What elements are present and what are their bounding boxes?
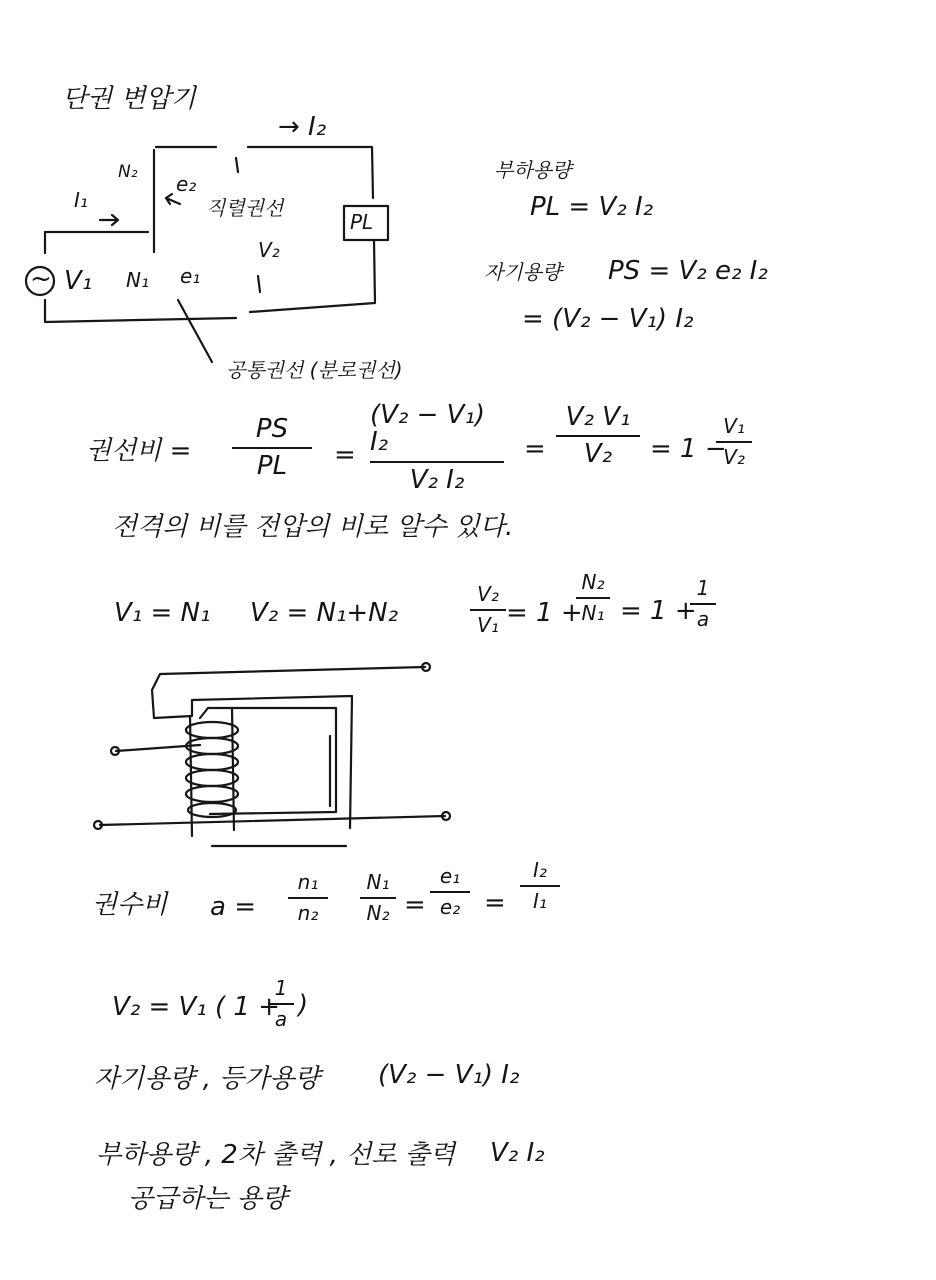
- turns-frac-1: [288, 872, 328, 924]
- ratio-frac-4-den: V₂: [723, 445, 745, 469]
- voltage-mid2: = 1 +: [620, 596, 697, 626]
- voltage-frac-c-num: 1: [696, 576, 710, 600]
- ratio-frac-1: [232, 416, 312, 481]
- voltage-frac-c-den: a: [696, 607, 710, 631]
- turns-frac-4-den: I₁: [533, 889, 547, 913]
- turns-frac-2: [360, 872, 396, 924]
- load-capacity-label: 부하용량: [494, 158, 572, 182]
- v2-formula-lhs: V₂ = V₁ ( 1 +: [112, 992, 280, 1022]
- voltage-mid: = 1 +: [506, 598, 583, 628]
- turns-frac-3-den: e₂: [439, 895, 461, 919]
- n2-label: N₂: [118, 162, 138, 182]
- e1-label: e₁: [180, 264, 201, 288]
- core-top-arm: [152, 667, 425, 828]
- load-capacity-eq: PL = V₂ I₂: [530, 192, 654, 222]
- voltage-frac-a-den: V₁: [477, 613, 499, 637]
- ratio-label: 권선비 =: [86, 436, 192, 466]
- ratio-frac-3: [556, 404, 640, 469]
- e2-label: e₂: [176, 172, 197, 196]
- ratio-frac-1-den: PL: [256, 451, 288, 482]
- circuit-top-wire-right: [248, 147, 373, 198]
- v1-label: V₁: [64, 266, 93, 296]
- self-capacity-label: 자기용량: [484, 260, 562, 284]
- v2-formula-frac: [268, 978, 294, 1030]
- load-label: PL: [350, 210, 374, 234]
- turns-frac-2-num: N₁: [366, 870, 390, 894]
- v2-formula-frac-num: 1: [274, 976, 288, 1000]
- turns-frac-4: [520, 860, 560, 912]
- core-inner: [200, 708, 336, 814]
- ac-source-symbol: ~: [30, 264, 52, 294]
- circuit-arrow-i1: [100, 215, 118, 225]
- turns-frac-4-num: I₂: [533, 858, 547, 882]
- voltage-frac-b: [576, 572, 610, 624]
- turns-eq: =: [404, 890, 426, 920]
- terminal-lead-bottom: [100, 816, 445, 825]
- current-out-label: → I₂: [278, 112, 327, 142]
- v1-equation: V₁ = N₁: [114, 598, 211, 628]
- turns-frac-1-den: n₂: [297, 901, 319, 925]
- v2-label: V₂: [258, 238, 280, 262]
- note-ratio: 전격의 비를 전압의 비로 알수 있다.: [112, 512, 514, 542]
- voltage-frac-b-den: N₁: [581, 601, 605, 625]
- ratio-frac-3-den: V₂: [583, 439, 613, 470]
- ratio-frac-2: [370, 402, 504, 494]
- ratio-eq-2: =: [524, 434, 546, 464]
- ratio-frac-3-num: V₂ V₁: [565, 402, 631, 432]
- v2-formula-rhs: ): [298, 990, 309, 1020]
- circuit-pointer-common: [178, 300, 212, 362]
- summary-self-line: 자기용량 , 등가용량: [94, 1064, 320, 1094]
- voltage-frac-a-num: V₂: [477, 582, 499, 606]
- voltage-frac-c: [690, 578, 716, 630]
- ratio-frac-2-den: V₂ I₂: [409, 464, 465, 495]
- turns-frac-3: [430, 866, 470, 918]
- summary-load-expr: V₂ I₂: [490, 1138, 545, 1168]
- terminal-lead-mid: [116, 745, 200, 751]
- ratio-eq-1: =: [334, 440, 356, 470]
- ratio-frac-2-num: (V₂ − V₁) I₂: [370, 400, 486, 458]
- voltage-frac-a: [470, 584, 506, 636]
- circuit-bottom-wire: [45, 300, 236, 322]
- ratio-result-prefix: = 1 −: [650, 434, 727, 464]
- summary-load-line: 부하용량 , 2차 출력 , 선로 출력: [96, 1140, 455, 1170]
- ratio-frac-1-num: PS: [255, 414, 289, 444]
- turns-frac-1-num: n₁: [297, 870, 319, 894]
- turns-frac-3-num: e₁: [439, 864, 461, 888]
- coil-right-leg: [232, 708, 234, 830]
- summary-self-expr: (V₂ − V₁) I₂: [378, 1060, 520, 1090]
- v2-formula-frac-den: a: [274, 1007, 288, 1031]
- voltage-frac-b-num: N₂: [581, 570, 605, 594]
- series-coil-label: 직렬권선: [206, 196, 284, 220]
- v2-equation: V₂ = N₁+N₂: [250, 598, 399, 628]
- coil-left-leg: [190, 716, 192, 836]
- self-capacity-eq: PS = V₂ e₂ I₂: [608, 256, 768, 286]
- current-in-label: I₁: [74, 188, 88, 212]
- summary-supply-line: 공급하는 용량: [128, 1184, 287, 1214]
- page-title: 단권 변압기: [62, 84, 196, 114]
- circuit-left-top-wire: [45, 232, 148, 253]
- n1-label: N₁: [126, 268, 149, 292]
- turns-eq2: =: [484, 888, 506, 918]
- ratio-frac-4-num: V₁: [723, 414, 745, 438]
- common-coil-label: 공통권선 (분로권선): [226, 358, 403, 382]
- turns-ratio-label: 권수비: [92, 890, 168, 920]
- turns-frac-2-den: N₂: [366, 901, 390, 925]
- turns-a-eq: a =: [210, 892, 256, 922]
- self-capacity-eq2: = (V₂ − V₁) I₂: [522, 304, 694, 334]
- ratio-frac-4: [716, 416, 752, 468]
